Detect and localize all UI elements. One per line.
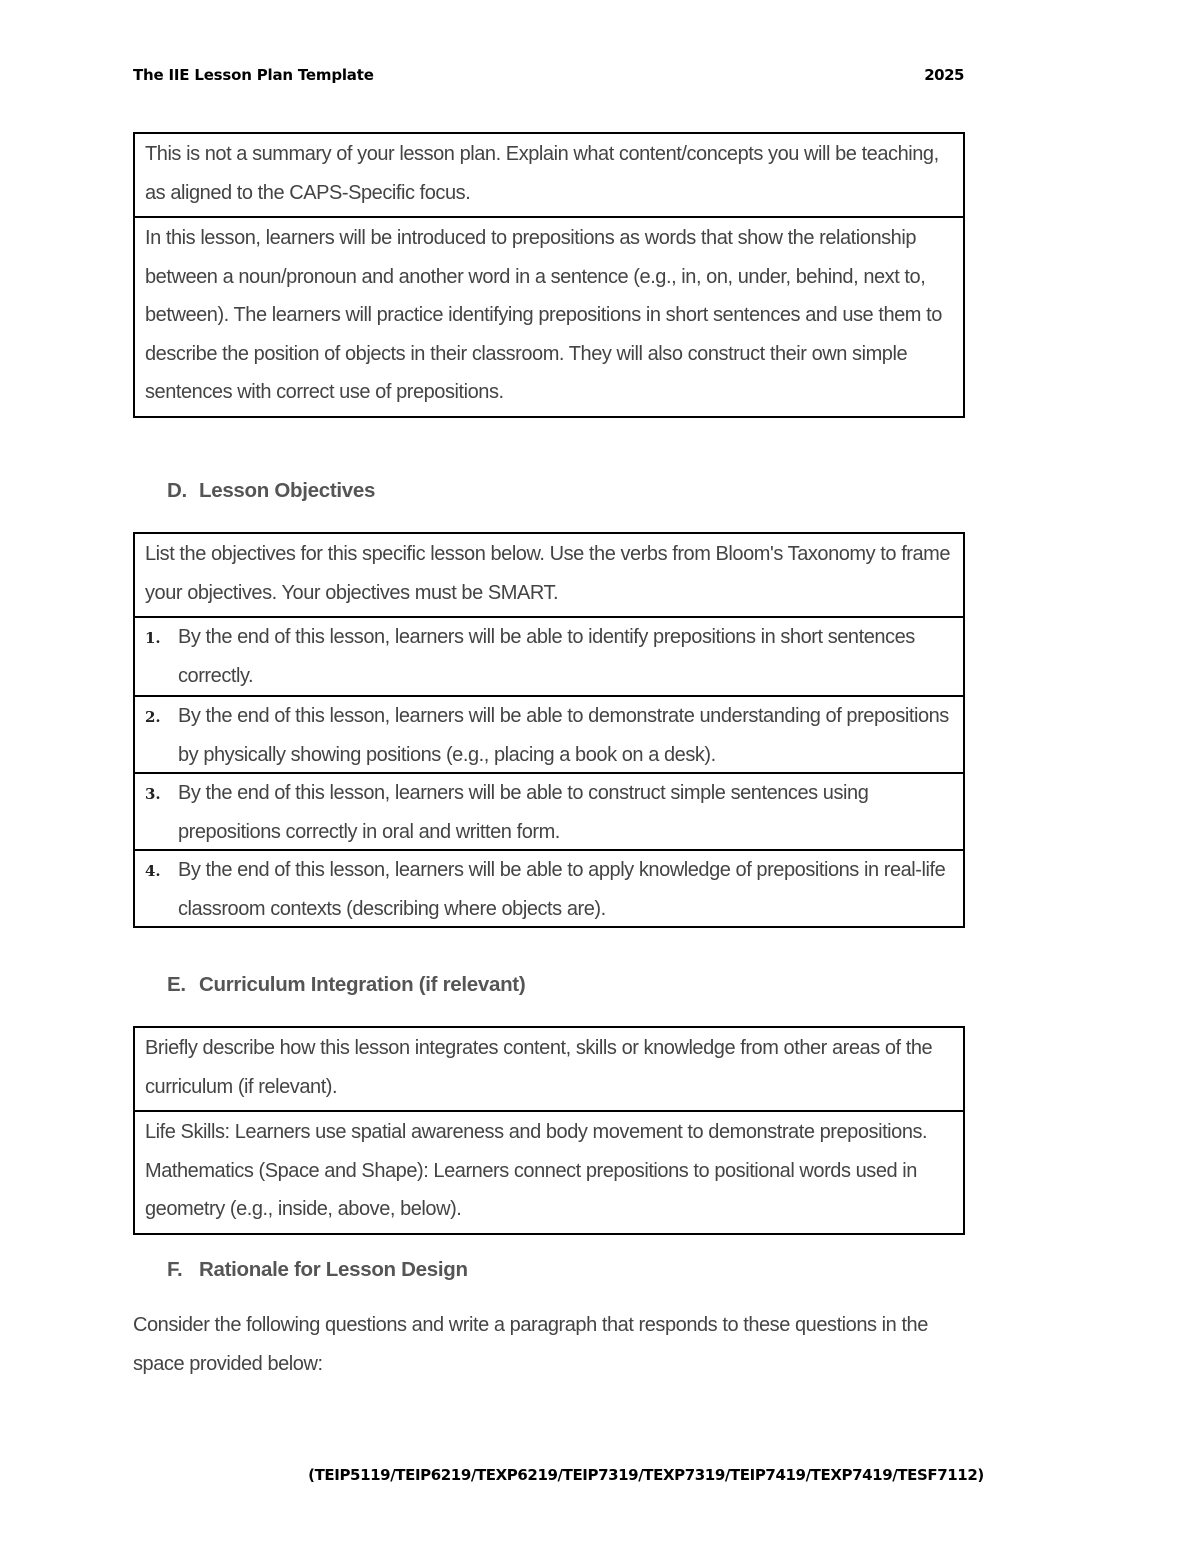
objective-number: 2.	[145, 708, 161, 726]
content-concepts-table	[133, 132, 965, 418]
objective-number: 1.	[145, 629, 161, 647]
rationale-instruction-paragraph: Consider the following questions and write a paragraph that responds to these questions in the space provided below:	[133, 1314, 928, 1375]
document-header-title: The IIE Lesson Plan Template	[133, 66, 374, 84]
objective-text: By the end of this lesson, learners will be able to identify prepositions in short sentences correctly.	[178, 626, 915, 687]
section-title: Curriculum Integration (if relevant)	[199, 973, 526, 996]
objective-row[interactable]	[135, 618, 963, 695]
content-concepts-response[interactable]: In this lesson, learners will be introduced to prepositions as words that show the relationship between a noun/pronoun and another word in a sentence (e.g., in, on, under, behind, next to, between). The learners will practice identifying prepositions in short sentences and use them to describe the position of objects in their classroom. They will also construct their own simple sentences with correct use of prepositions.	[135, 216, 963, 416]
integration-line-mathematics: Mathematics (Space and Shape): Learners connect prepositions to positional words used in geometry (e.g., inside, above, below).	[145, 1159, 917, 1220]
objective-text: By the end of this lesson, learners will be able to apply knowledge of prepositions in real-life classroom contexts (describing where objects are).	[178, 859, 946, 920]
lesson-objectives-table	[133, 532, 965, 928]
section-letter: E.	[167, 973, 186, 996]
objective-number: 4.	[145, 862, 161, 880]
lesson-objectives-heading	[167, 479, 375, 503]
section-letter: D.	[167, 479, 187, 502]
section-title: Lesson Objectives	[199, 479, 376, 502]
section-letter: F.	[167, 1258, 183, 1281]
module-codes-footer: (TEIP5119/TEIP6219/TEXP6219/TEIP7319/TEXP7319/TEIP7419/TEXP7419/TESF7112)	[308, 1466, 984, 1484]
curriculum-integration-heading	[167, 973, 525, 997]
objectives-list	[135, 616, 963, 926]
content-concepts-instruction[interactable]: This is not a summary of your lesson plan. Explain what content/concepts you will be teaching, as aligned to the CAPS-Specific focus.	[145, 143, 939, 204]
rationale-heading	[167, 1258, 468, 1282]
objective-text: By the end of this lesson, learners will be able to demonstrate understanding of prepositions by physically showing positions (e.g., placing a book on a desk).	[178, 705, 949, 766]
objective-number: 3.	[145, 785, 161, 803]
integration-line-life-skills: Life Skills: Learners use spatial awareness and body movement to demonstrate prepositions.	[145, 1121, 928, 1143]
objective-row[interactable]	[135, 695, 963, 772]
curriculum-integration-instruction[interactable]: Briefly describe how this lesson integrates content, skills or knowledge from other areas of the curriculum (if relevant).	[145, 1037, 933, 1098]
curriculum-integration-table	[133, 1026, 965, 1235]
section-title: Rationale for Lesson Design	[199, 1258, 468, 1281]
objective-row[interactable]	[135, 849, 963, 926]
objective-row[interactable]	[135, 772, 963, 849]
lesson-objectives-instruction[interactable]: List the objectives for this specific lesson below. Use the verbs from Bloom's Taxonomy to frame your objectives. Your objectives must be SMART.	[145, 543, 951, 604]
document-header-year: 2025	[924, 66, 964, 84]
objective-text: By the end of this lesson, learners will be able to construct simple sentences using prepositions correctly in oral and written form.	[178, 782, 869, 843]
curriculum-integration-response[interactable]	[135, 1110, 963, 1233]
